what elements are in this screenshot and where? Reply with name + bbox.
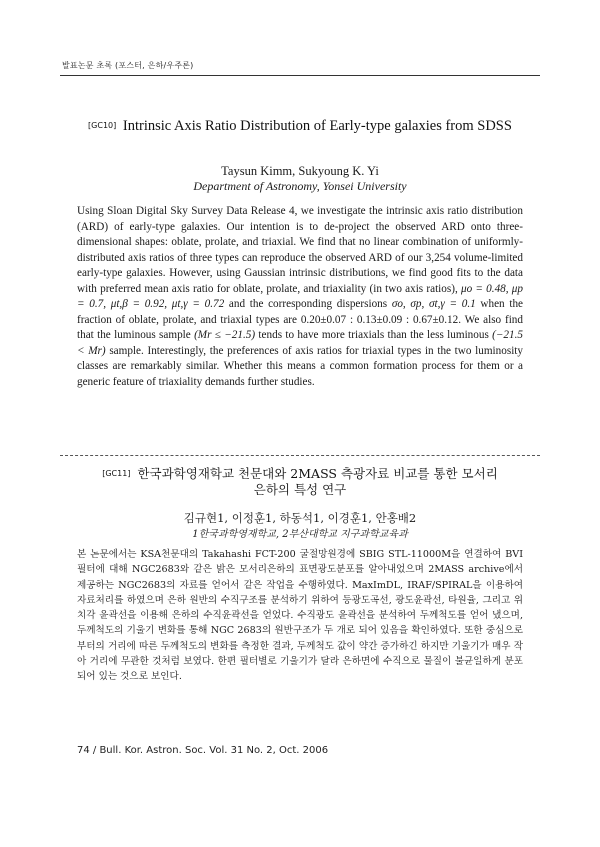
math-fractions: 0.20±0.07 : 0.13±0.09 : 0.67±0.12 <box>300 313 459 326</box>
math-mr-luminous: (Mr ≤ −21.5) <box>194 329 256 342</box>
abstract-body-gc11 <box>77 547 523 685</box>
abstract-text: when the fraction of oblate, prolate, and triaxial types are <box>77 298 524 326</box>
abstract-text: and the corresponding dispersions <box>224 298 392 311</box>
abstract-text: sample. Interestingly, the preferences of axis ratios for triaxial types in the two luminosity classes are remarkably similar. Whether this means a common formation process for them or a generic feature of triaxiality demands further studies. <box>77 344 523 389</box>
math-mu-p: μp = 0.7, <box>77 282 523 311</box>
math-mu-o: μo = 0.48, <box>460 282 509 295</box>
abstract-text: 본 논문에서는 KSA천문대의 Takahashi FCT-200 굴절망원경에 SBIG STL-11000M을 연결하여 BVI 필터에 대해 NGC2683와 같은 밝은 모서리은하의 표면광도분포를 알아내었으며 2MASS archive에서 제공하는 NGC2683의 자료를 얻어서 같은 작업을 수행하였다. MaxImDL, IRAF/SPIRAL을 이용하여 자료처리를 하였으며 은하 원반의 수직구조를 분석하기 위하여 등광도곡선, 광도윤곽선, 타원율, 그리고 위치각 윤곽선을 이용해 은하의 수직윤곽선을 얻었다. 수직광도 윤곽선을 분석하여 두께척도를 얻어 냈으며, 두께척도의 기울기 변화를 통해 NGC 2683의 원반구조가 두 개로 되어 있음을 확인하였다. 또한 중심으로부터의 거리에 따른 두께척도의 변화를 측정한 결과, 두께척도 값이 약간 증가하긴 하지만 기울기가 매우 작아 거리에 무관한 것처럼 보였다. 한편 필터별로 기울기가 달라 은하면에 수직으로 물질이 불균일하게 분포되어 있는 것으로 보인다. <box>77 549 523 683</box>
section-divider <box>60 455 540 456</box>
math-mr-less-luminous: (−21.5 < Mr) <box>77 329 523 357</box>
abstract-text: . We also find that the luminous sample <box>77 313 523 342</box>
page-footer: 74 / Bull. Kor. Astron. Soc. Vol. 31 No. 2, Oct. 2006 <box>77 745 329 756</box>
author-list: 김규현1, 이정훈1, 하동석1, 이경훈1, 안홍배2 <box>183 511 417 525</box>
affiliation: Department of Astronomy, Yonsei University <box>193 179 407 193</box>
abstract-code: [GC10] <box>88 121 117 130</box>
author-list: Taysun Kimm, Sukyoung K. Yi <box>221 164 379 178</box>
abstract-title-gc10 <box>70 117 530 135</box>
abstract-text: Using Sloan Digital Sky Survey Data Release 4, we investigate the intrinsic axis ratio distribution (ARD) of early-type galaxies. Our intention is to de-project the observed ARD onto three-dimensional shapes: oblate, prolate, and triaxial. We find that no linear combination of uniformly-distributed axis ratios of three types can reproduce the observed ARD of our 3,254 volume-limited early-type galaxies. However, using Gaussian intrinsic distributions, we find good fits to the data with preferred mean axis ratio for oblate, prolate, and triaxiality (in two axis ratios), <box>77 205 523 295</box>
abstract-title-line2: 은하의 특성 연구 <box>253 482 347 497</box>
abstract-title-line1: 한국과학영재학교 천문대와 2MASS 측광자료 비교를 통한 모서리 <box>137 466 498 481</box>
math-sigmas: σo, σp, σt,γ = 0.1 <box>391 298 476 311</box>
header-rule <box>60 75 540 76</box>
abstract-title-text: Intrinsic Axis Ratio Distribution of Early-type galaxies from SDSS <box>122 118 512 134</box>
abstract-text: tends to have more triaxials than the less luminous <box>255 329 493 342</box>
abstract-body-gc10 <box>77 204 523 391</box>
math-mu-tb: μt,β = 0.92, <box>110 298 168 311</box>
affiliation: 1한국과학영재학교, 2부산대학교 지구과학교육과 <box>192 529 408 540</box>
running-header: 발표논문 초록 (포스터, 은하/우주론) <box>62 61 194 70</box>
math-mu-tg: μt,γ = 0.72 <box>171 298 225 311</box>
abstract-title-gc11 <box>70 466 530 498</box>
abstract-code: [GC11] <box>102 469 131 478</box>
